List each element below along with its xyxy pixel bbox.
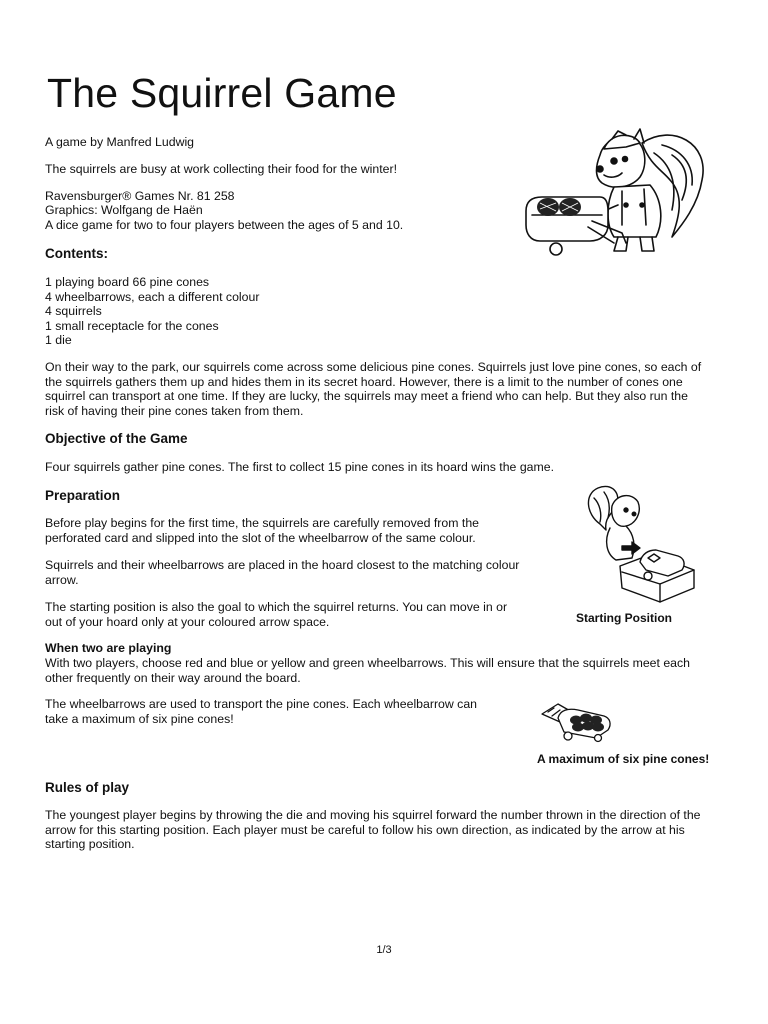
preparation-paragraph-2 — [45, 558, 519, 587]
text-line: arrow for this starting position. Each player must be careful to follow his own direction, as indicated by the arrow at his — [45, 822, 685, 837]
objective-heading: Objective of the Game — [45, 431, 188, 446]
two-players-paragraph-2 — [45, 697, 477, 726]
text-line: arrow. — [45, 572, 79, 587]
contents-heading: Contents: — [45, 246, 108, 261]
contents-list — [45, 275, 259, 348]
text-line: perforated card and slipped into the slot of the wheelbarrow of the same colour. — [45, 530, 476, 545]
starting-position-caption: Starting Position — [576, 611, 672, 625]
two-players-paragraph-1 — [45, 656, 690, 685]
squirrel-wheelbarrow-illustration — [522, 125, 712, 265]
text-line: The starting position is also the goal to which the squirrel returns. You can move in or — [45, 600, 508, 614]
text-line: With two players, choose red and blue or yellow and green wheelbarrows. This will ensure that the squirrels meet each — [45, 656, 691, 670]
text-line: starting position. — [45, 837, 135, 852]
text-line: out of your hoard only at your coloured arrow space. — [45, 614, 330, 629]
page-number: 1/3 — [376, 944, 392, 956]
story-paragraph — [45, 360, 701, 418]
story-line: On their way to the park, our squirrels come across some delicious pine cones. Squirrels just love pine cones, so each of — [45, 360, 702, 374]
text-line: take a maximum of six pine cones! — [45, 711, 234, 726]
author-line: A game by Manfred Ludwig — [45, 135, 195, 149]
tagline: The squirrels are busy at work collecting their food for the winter! — [45, 162, 397, 176]
list-item: 1 die — [45, 333, 72, 348]
story-line: the squirrels gathers them up and hides them in its secret hoard. However, there is a limit to the number of cones one — [45, 374, 683, 389]
two-players-heading: When two are playing — [45, 641, 172, 655]
six-pine-cones-caption: A maximum of six pine cones! — [537, 752, 710, 766]
starting-position-illustration — [582, 484, 702, 606]
list-item: 1 small receptacle for the cones — [45, 318, 219, 333]
story-line: risk of having their pine cones taken from them. — [45, 403, 304, 418]
list-item: 1 playing board 66 pine cones — [45, 275, 210, 289]
story-line: squirrel can transport at one time. If they are lucky, the squirrels may meet a friend who can help. But they also run the — [45, 389, 688, 404]
preparation-heading: Preparation — [45, 488, 121, 503]
publisher-line: Ravensburger® Games Nr. 81 258 — [45, 189, 235, 203]
graphics-line: Graphics: Wolfgang de Haën — [45, 203, 203, 217]
rules-heading: Rules of play — [45, 780, 130, 795]
text-line: The youngest player begins by throwing the die and moving his squirrel forward the number thrown in the direction of the — [45, 808, 701, 822]
preparation-paragraph-3 — [45, 600, 507, 629]
list-item: 4 wheelbarrows, each a different colour — [45, 289, 260, 304]
rules-paragraph — [45, 808, 701, 852]
objective-text: Four squirrels gather pine cones. The first to collect 15 pine cones in its hoard wins the game. — [45, 460, 554, 474]
text-line: Before play begins for the first time, the squirrels are carefully removed from the — [45, 516, 479, 530]
text-line: other frequently on their way around the board. — [45, 670, 301, 685]
text-line: Squirrels and their wheelbarrows are placed in the hoard closest to the matching colour — [45, 558, 520, 572]
summary-line: A dice game for two to four players between the ages of 5 and 10. — [45, 218, 404, 232]
text-line: The wheelbarrows are used to transport the pine cones. Each wheelbarrow can — [45, 697, 478, 711]
page-title: The Squirrel Game — [47, 70, 397, 116]
preparation-paragraph-1 — [45, 516, 479, 545]
list-item: 4 squirrels — [45, 304, 102, 319]
six-pine-cones-illustration — [538, 696, 618, 746]
